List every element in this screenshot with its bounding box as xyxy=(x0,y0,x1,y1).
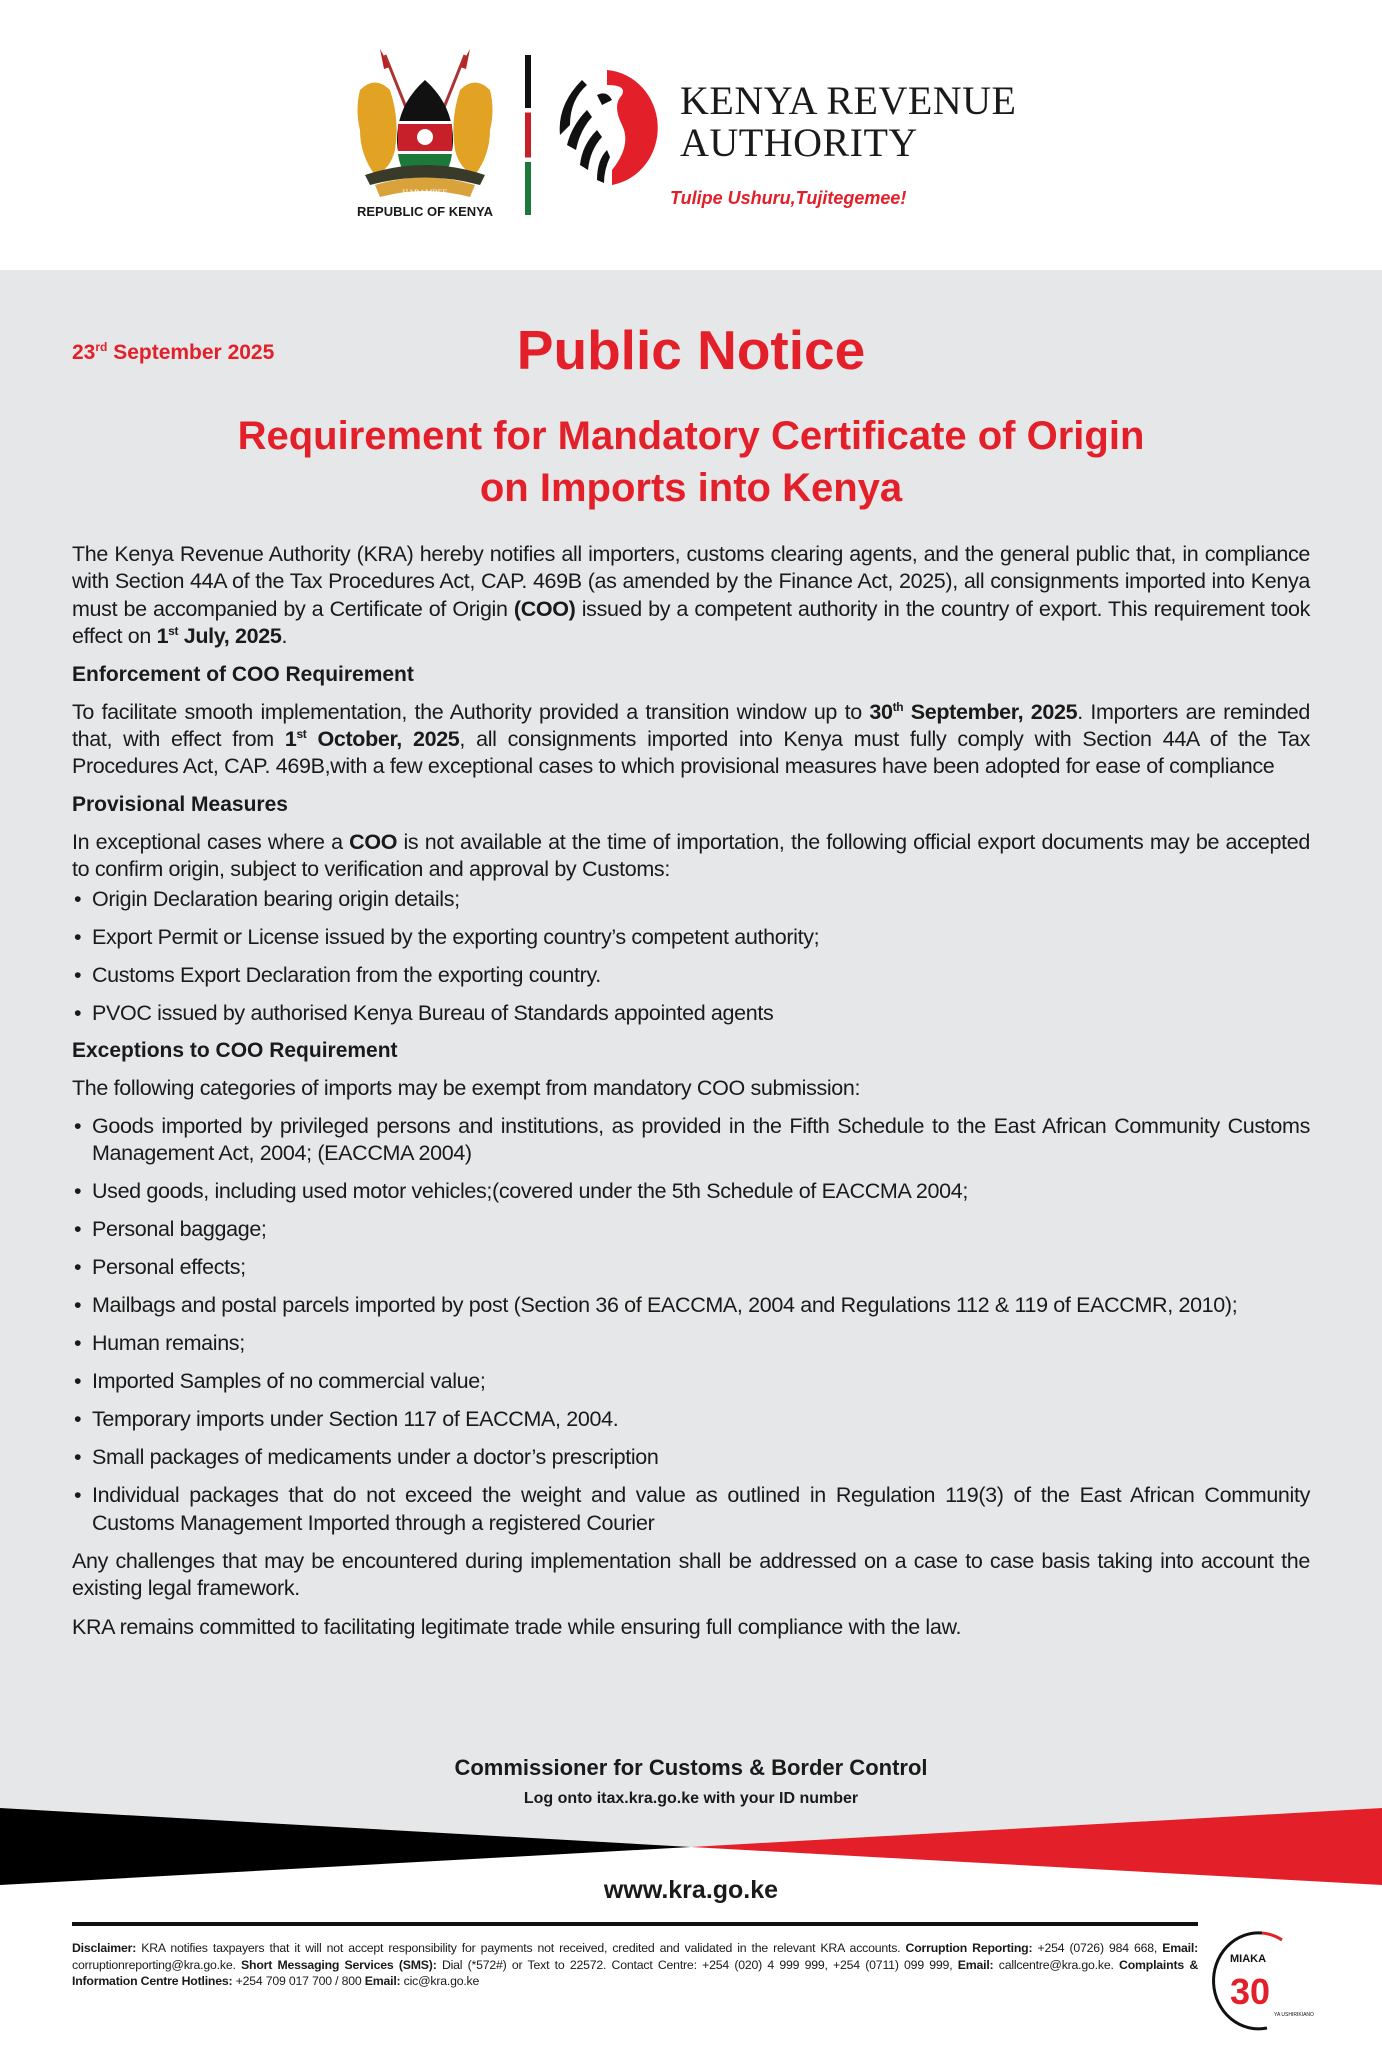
provisional-item: • PVOC issued by authorised Kenya Bureau of Standards appointed agents xyxy=(72,1000,1310,1027)
exception-item: • Imported Samples of no commercial value; xyxy=(72,1368,1310,1395)
kra-name-line2: AUTHORITY xyxy=(680,120,918,165)
text-segment: 1 xyxy=(284,727,297,752)
provisional-heading: Provisional Measures xyxy=(72,792,288,816)
page-title: Public Notice xyxy=(516,319,866,381)
text-segment: Email: xyxy=(364,1974,401,1988)
provisional-intro xyxy=(72,829,1310,884)
subtitle-line-2: on Imports into Kenya xyxy=(479,466,903,510)
exception-item: • Goods imported by privileged persons and institutions, as provided in the Fifth Schedule to the East African Community Customs Management Act, 2004; (EACCMA 2004) xyxy=(72,1113,1310,1168)
anniversary-logo-icon xyxy=(1222,1928,1322,2033)
enforcement-heading: Enforcement of COO Requirement xyxy=(72,662,414,686)
text-segment: st xyxy=(296,726,307,741)
coat-of-arms-motto: HARAMBEE xyxy=(402,188,448,197)
exception-item: • Temporary imports under Section 117 of EACCMA, 2004. xyxy=(72,1406,1310,1433)
text-segment: Short Messaging Services (SMS): xyxy=(241,1957,437,1972)
text-segment: . xyxy=(281,624,288,649)
commitment-paragraph: KRA remains committed to facilitating legitimate trade while ensuring full compliance with the law. xyxy=(72,1614,962,1639)
disclaimer xyxy=(72,1940,1198,1990)
text-segment: st xyxy=(168,624,179,639)
text-segment: 30 xyxy=(869,699,893,724)
text-segment: July, 2025 xyxy=(178,624,282,649)
notice-body xyxy=(72,541,1310,1652)
enforcement-paragraph xyxy=(72,699,1310,781)
challenges-paragraph: Any challenges that may be encountered during implementation shall be addressed on a case to case basis taking into account the existing legal framework. xyxy=(72,1548,1310,1601)
text-segment: , all consignments imported into Kenya must fully comply with Section 44A of the Tax Procedures Act, CAP. 469B,with a few exceptional cases to which provisional measures have been adopted for ease of compliance xyxy=(72,727,1310,779)
text-segment: callcentre@kra.go.ke. xyxy=(993,1957,1120,1972)
kra-name-line1: KENYA REVENUE xyxy=(680,78,1017,123)
exception-item: • Individual packages that do not exceed the weight and value as outlined in Regulation 119(3) of the East African Community Customs Management Imported through a registered Courier xyxy=(72,1482,1310,1537)
text-segment: Email: xyxy=(957,1957,994,1972)
text-segment: To facilitate smooth implementation, the Authority provided a transition window up to xyxy=(72,699,870,724)
provisional-item: • Origin Declaration bearing origin details; xyxy=(72,886,1310,913)
text-segment: . Importers are reminded that, with effect from xyxy=(72,699,1310,752)
exception-item: • Used goods, including used motor vehicles;(covered under the 5th Schedule of EACCMA 2004; xyxy=(72,1178,1310,1205)
footer-divider xyxy=(72,1922,1198,1926)
anniversary-tagline: YA USHIRIKIANO xyxy=(1274,2012,1314,2018)
text-segment: COO xyxy=(349,829,398,854)
text-segment: October, 2025 xyxy=(306,727,460,752)
exception-item: • Personal effects; xyxy=(72,1254,1310,1281)
kra-lion-logo-icon xyxy=(552,65,662,190)
kra-30-years-logo xyxy=(1222,1928,1322,2033)
text-segment: 23 xyxy=(72,341,96,364)
exception-item: • Personal baggage; xyxy=(72,1216,1310,1243)
text-segment: (COO) xyxy=(513,596,576,621)
text-segment: +254 709 017 700 / 800 xyxy=(232,1974,365,1988)
coat-of-arms-logo xyxy=(340,45,510,200)
text-segment: 1 xyxy=(156,624,169,649)
coat-of-arms-caption: REPUBLIC OF KENYA xyxy=(356,204,494,219)
intro-paragraph xyxy=(72,541,1310,651)
text-segment: issued by a competent authority in the country of export. This requirement took effect on xyxy=(72,596,1310,649)
provisional-item: • Customs Export Declaration from the exporting country. xyxy=(72,962,1310,989)
website-link[interactable]: www.kra.go.ke xyxy=(603,1876,779,1904)
anniversary-number: 30 xyxy=(1230,1971,1271,2012)
subtitle-line-1: Requirement for Mandatory Certificate of Origin xyxy=(237,414,1145,458)
text-segment: th xyxy=(892,699,904,714)
text-segment: The Kenya Revenue Authority (KRA) hereby notifies all importers, customs clearing agents, and the general public that, in compliance with Section 44A of the Tax Procedures Act, CAP. 469B (as amended by the Finance Act, 2025), all consignments imported into Kenya must be accompanied by a Certificate of Origin xyxy=(72,542,1310,621)
text-segment: Disclaimer: xyxy=(72,1941,137,1955)
text-segment: is not available at the time of importation, the following official export documents may be accepted to confirm origin, subject to verification and approval by Customs: xyxy=(72,829,1310,882)
text-segment: rd xyxy=(95,340,108,354)
text-segment: Dial (*572#) or Text to 22572. Contact Centre: +254 (020) 4 999 999, +254 (0711) 099 999, xyxy=(436,1957,958,1972)
exceptions-heading: Exceptions to COO Requirement xyxy=(72,1038,398,1062)
itax-login-note: Log onto itax.kra.go.ke with your ID number xyxy=(523,1790,859,1807)
text-segment: September, 2025 xyxy=(903,699,1078,724)
notice-subtitle xyxy=(0,410,1382,514)
signatory: Commissioner for Customs & Border Control xyxy=(454,1755,928,1780)
text-segment: Complaints & Information Centre Hotlines: xyxy=(72,1957,1198,1988)
exception-item: • Mailbags and postal parcels imported by post (Section 36 of EACCMA, 2004 and Regulations 112 & 119 of EACCMR, 2010); xyxy=(72,1292,1310,1319)
text-segment: +254 (0726) 984 668, xyxy=(1032,1941,1163,1955)
exception-item: • Human remains; xyxy=(72,1330,1310,1357)
coat-of-arms-icon xyxy=(340,45,510,200)
text-segment: Email: xyxy=(1162,1941,1198,1955)
text-segment: KRA notifies taxpayers that it will not accept responsibility for payments not received, credited and validated in the relevant KRA accounts. xyxy=(136,1941,906,1955)
text-segment: September 2025 xyxy=(107,341,275,364)
exceptions-intro: The following categories of imports may be exempt from mandatory COO submission: xyxy=(72,1075,861,1100)
exception-item: • Small packages of medicaments under a doctor’s prescription xyxy=(72,1444,1310,1471)
flag-divider xyxy=(525,55,531,215)
text-segment: cic@kra.go.ke xyxy=(400,1974,480,1988)
anniversary-label: MIAKA xyxy=(1230,1953,1267,1965)
text-segment: Corruption Reporting: xyxy=(905,1941,1033,1955)
text-segment: In exceptional cases where a xyxy=(72,829,350,854)
provisional-item: • Export Permit or License issued by the exporting country’s competent authority; xyxy=(72,924,1310,951)
text-segment: corruptionreporting@kra.go.ke. xyxy=(72,1957,242,1972)
kra-name xyxy=(680,80,1016,164)
kra-slogan: Tulipe Ushuru,Tujitegemee! xyxy=(670,188,907,208)
